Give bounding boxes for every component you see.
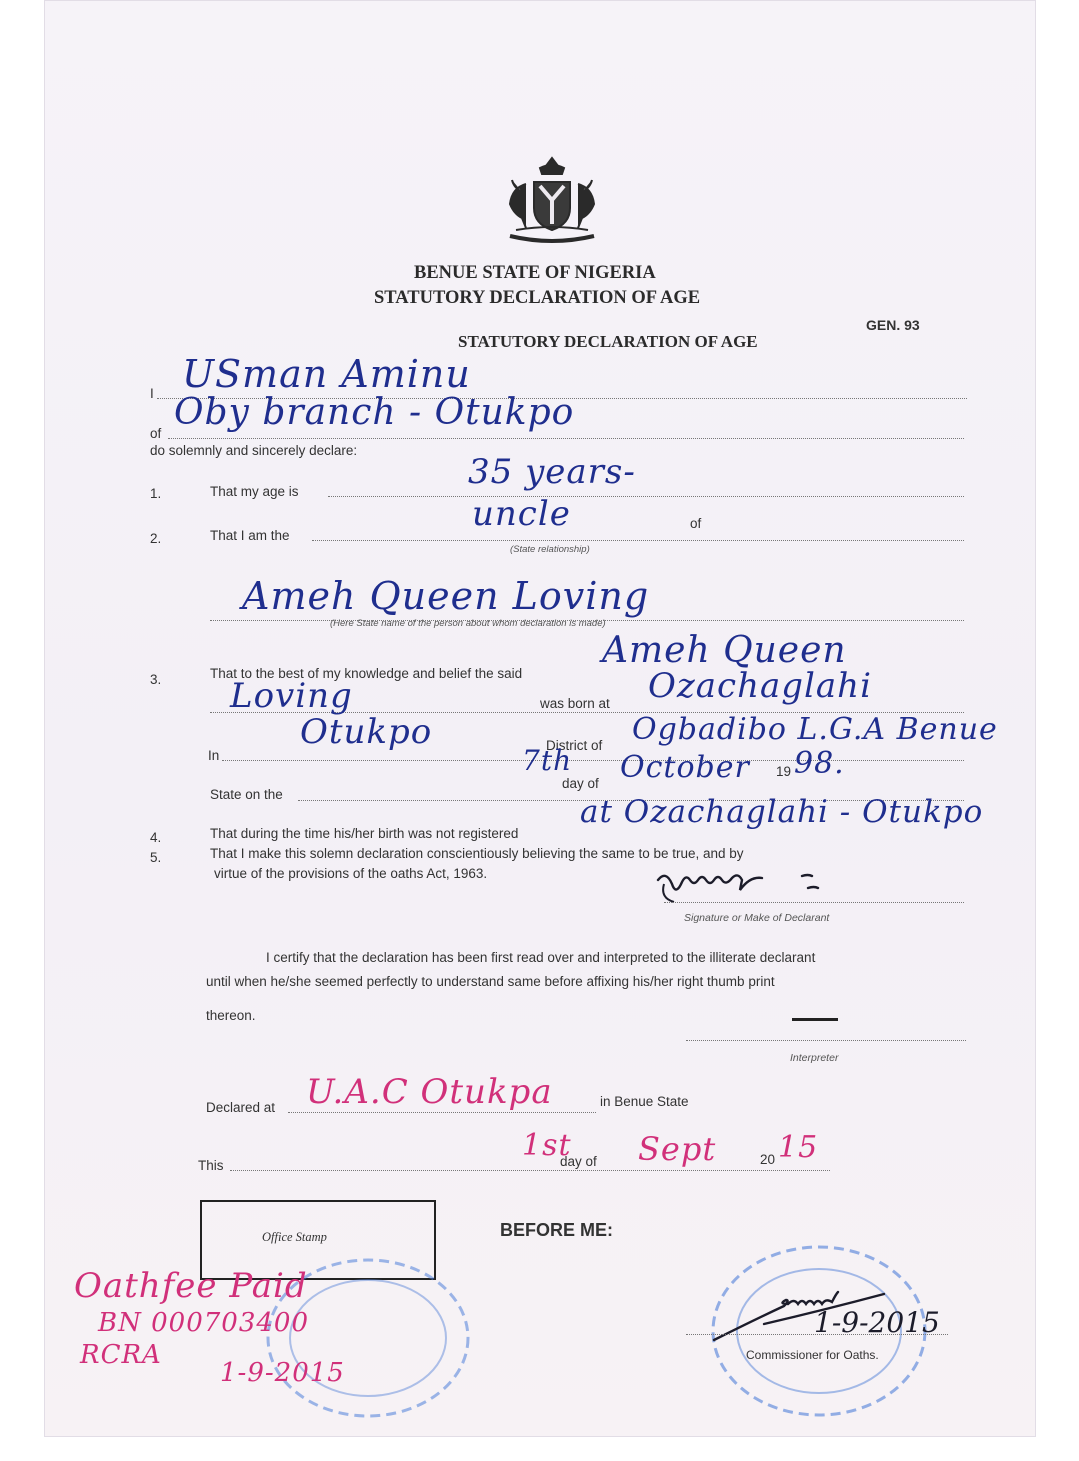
- handwritten-district: Ogbadibo L.G.A Benue: [632, 712, 998, 747]
- year-prefix-2: 20: [760, 1152, 776, 1167]
- item-3-number: 3.: [150, 672, 162, 687]
- handwritten-declared-place: U.A.C Otukpa: [306, 1072, 553, 1112]
- handwritten-relationship: uncle: [472, 494, 571, 534]
- in-benue-state: in Benue State: [600, 1094, 689, 1109]
- item-4-number: 4.: [150, 830, 162, 845]
- handwritten-this-day: 1st: [522, 1128, 572, 1163]
- handwritten-this-year: 15: [778, 1130, 819, 1165]
- handwritten-address: Oby branch - Otukpo: [174, 392, 575, 433]
- item-5-text: That I make this solemn declaration conscientiously believing the same to be true, and by: [210, 846, 744, 861]
- declaration-form: [44, 0, 1036, 1437]
- declaration-heading: STATUTORY DECLARATION OF AGE: [374, 288, 701, 308]
- item-2-of: of: [690, 516, 702, 531]
- interpreter-mark: [792, 1018, 838, 1021]
- signature-hint: Signature or Make of Declarant: [684, 912, 830, 924]
- handwritten-person: Ameh Queen Loving: [242, 574, 650, 618]
- handwritten-registered-at: at Ozachaglahi - Otukpo: [580, 794, 984, 830]
- form-title: STATUTORY DECLARATION OF AGE: [458, 332, 758, 351]
- state-on-label: State on the: [210, 787, 283, 802]
- certify-line-1: I certify that the declaration has been first read over and interpreted to the illiterate declarant: [266, 950, 816, 965]
- year-prefix: 19: [776, 764, 792, 779]
- item-1-number: 1.: [150, 486, 162, 501]
- commissioner-date: 1-9-2015: [814, 1306, 940, 1339]
- coat-of-arms-emblem: [496, 152, 608, 252]
- label-in: In: [208, 748, 220, 763]
- oath-note-4: 1-9-2015: [220, 1358, 345, 1388]
- office-stamp-label: Office Stamp: [262, 1230, 327, 1244]
- day-of-label-2: day of: [560, 1154, 597, 1169]
- item-2-text: That I am the: [210, 528, 290, 543]
- certify-line-2: until when he/she seemed perfectly to understand same before affixing his/her right thumb print: [206, 974, 775, 989]
- born-at-label: was born at: [540, 696, 610, 711]
- district-label: District of: [546, 738, 603, 753]
- item-5-text-2: virtue of the provisions of the oaths Act, 1963.: [214, 866, 488, 881]
- person-hint: (Here State name of the person about whom declaration is made): [330, 618, 606, 629]
- this-label: This: [198, 1158, 224, 1173]
- item-3-text: That to the best of my knowledge and belief the said: [210, 666, 523, 681]
- interpreter-label: Interpreter: [790, 1052, 839, 1064]
- handwritten-person-line3b: Loving: [230, 676, 353, 716]
- commissioner-label: Commissioner for Oaths.: [746, 1348, 879, 1362]
- handwritten-age: 35 years-: [468, 452, 636, 492]
- item-5-number: 5.: [150, 850, 162, 865]
- handwritten-day: 7th: [522, 744, 573, 777]
- certify-line-3: thereon.: [206, 1008, 256, 1023]
- declarant-signature: [652, 866, 852, 910]
- day-of-label: day of: [562, 776, 599, 791]
- item-4-text: That during the time his/her birth was not registered: [210, 826, 519, 841]
- handwritten-name: USman Aminu: [182, 352, 471, 396]
- oath-note-2: BN 000703400: [98, 1308, 309, 1338]
- before-me-label: BEFORE ME:: [500, 1220, 614, 1240]
- oath-note-1: Oathfee Paid: [74, 1266, 308, 1306]
- declare-text: do solemnly and sincerely declare:: [150, 443, 358, 458]
- label-i: I: [150, 386, 154, 401]
- form-code: GEN. 93: [866, 317, 920, 333]
- item-2-number: 2.: [150, 531, 162, 546]
- handwritten-this-month: Sept: [638, 1130, 717, 1168]
- handwritten-born-place: Ozachaglahi: [648, 666, 872, 706]
- declared-at-label: Declared at: [206, 1100, 276, 1115]
- handwritten-year: 98.: [794, 746, 845, 781]
- handwritten-month: October: [620, 750, 750, 785]
- oath-note-3: RCRA: [80, 1340, 162, 1370]
- label-of: of: [150, 426, 162, 441]
- handwritten-person-line3: Ameh Queen: [602, 630, 847, 671]
- state-heading: BENUE STATE OF NIGERIA: [414, 263, 656, 283]
- handwritten-in-place: Otukpo: [300, 712, 433, 752]
- item-1-text: That my age is: [210, 484, 299, 499]
- relationship-hint: (State relationship): [510, 544, 590, 555]
